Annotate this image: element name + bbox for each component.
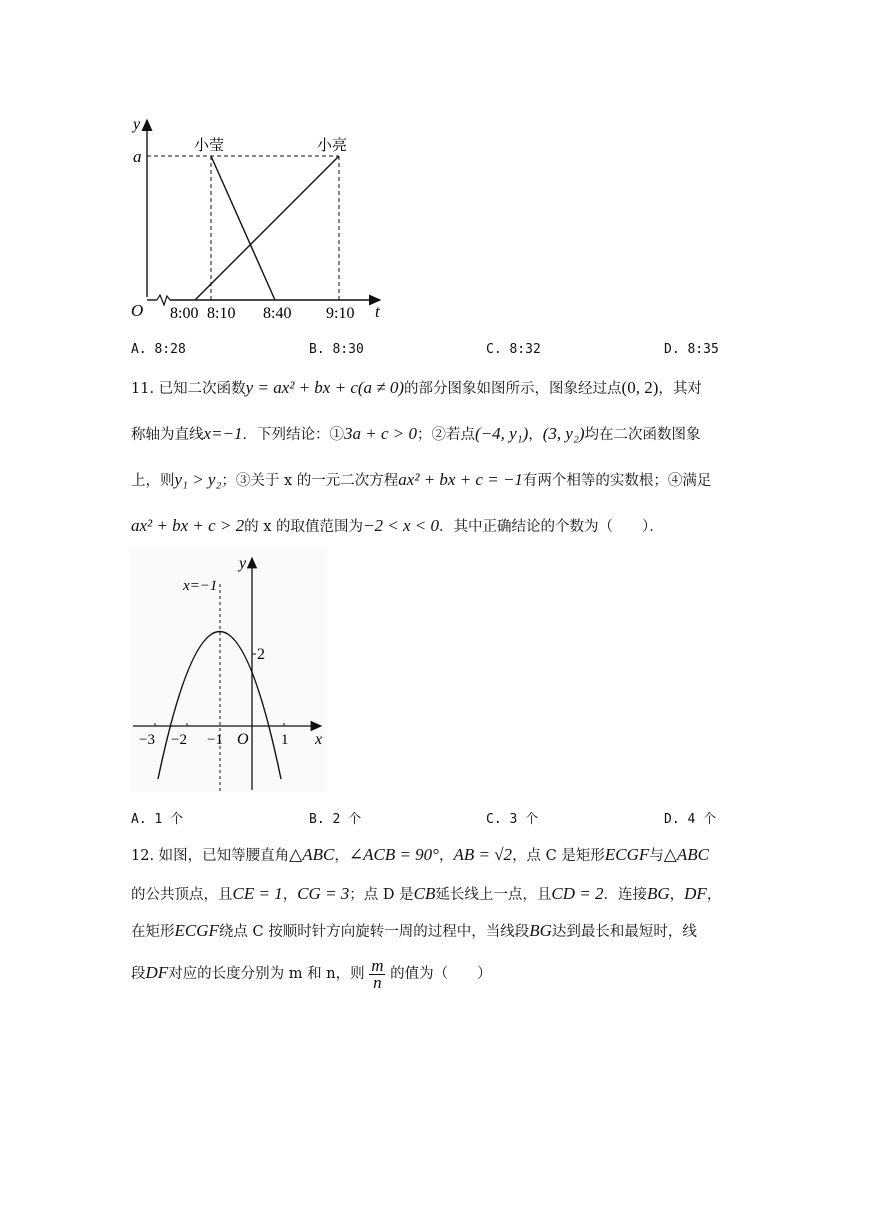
a-label: a bbox=[133, 147, 142, 166]
q10-option-d: D. 8:35 bbox=[664, 342, 719, 357]
q11-option-a: A. 1 个 bbox=[131, 812, 184, 827]
q11-line-3: 上，则y₁ > y₂；③关于 x 的一元二次方程ax² + bx + c = −1有两个相等的实数根；④满足 bbox=[131, 470, 712, 489]
y-intercept-label: 2 bbox=[257, 646, 265, 663]
q12-line-3: 在矩形ECGF绕点 C 按顺时针方向旋转一周的过程中，当线段BG达到最长和最短时，线 bbox=[131, 921, 697, 940]
tick-minus-1: −1 bbox=[207, 732, 223, 748]
q10-option-c: C. 8:32 bbox=[486, 342, 541, 357]
q11-number: 11. bbox=[131, 381, 155, 397]
t-axis-label: t bbox=[375, 302, 380, 321]
q11-line-1: 11. 已知二次函数y = ax² + bx + c(a ≠ 0)的部分图象如图所示，图象经过点(0, 2)，其对 bbox=[131, 378, 702, 397]
tick-8-10: 8:10 bbox=[207, 305, 236, 322]
y-axis-label: y bbox=[239, 555, 247, 572]
origin-label: O bbox=[237, 731, 249, 748]
xiaoying-line bbox=[211, 156, 275, 300]
xiaoliang-label: 小亮 bbox=[317, 138, 348, 154]
symmetry-axis-label: x=−1 bbox=[183, 578, 218, 594]
tick-minus-3: −3 bbox=[139, 732, 155, 748]
q10-option-a: A. 8:28 bbox=[131, 342, 186, 357]
y-axis-label: y bbox=[133, 116, 141, 133]
q11-function: y = ax² + bx + c(a ≠ 0) bbox=[245, 378, 405, 397]
tick-9-10: 9:10 bbox=[326, 305, 355, 322]
tick-minus-2: −2 bbox=[171, 732, 187, 748]
axis-break bbox=[157, 295, 170, 305]
q11-option-b: B. 2 个 bbox=[309, 812, 362, 827]
travel-graph-figure bbox=[125, 112, 390, 324]
tick-8-40: 8:40 bbox=[263, 305, 292, 322]
q11-option-c: C. 3 个 bbox=[486, 812, 539, 827]
q12-number: 12. bbox=[131, 848, 155, 864]
xiaoliang-line bbox=[195, 156, 339, 300]
q11-option-d: D. 4 个 bbox=[664, 812, 717, 827]
x-axis-label: x bbox=[315, 731, 323, 748]
q12-line-2: 的公共顶点，且CE = 1，CG = 3；点 D 是CB延长线上一点，且CD = 2．连接BG，DF， bbox=[131, 884, 722, 903]
q12-line-4: 段DF对应的长度分别为 m 和 n，则 $\frac{m}{n}$ 的值为（ ） bbox=[131, 955, 492, 992]
tick-1: 1 bbox=[281, 732, 289, 748]
q11-line-2: 称轴为直线x=−1．下列结论：①3a + c > 0；②若点(−4, y₁)，(3, y₂)均在二次函数图象 bbox=[131, 424, 701, 443]
origin-label: O bbox=[131, 301, 144, 320]
q10-option-b: B. 8:30 bbox=[309, 342, 364, 357]
parabola-figure bbox=[131, 548, 327, 792]
q11-line-4: ax² + bx + c > 2的 x 的取值范围为−2 < x < 0．其中正确结论的个数为（ ）． bbox=[131, 516, 664, 535]
q12-line-1: 12. 如图，已知等腰直角△ABC，∠ACB = 90°，AB = √2，点 C 是矩形ECGF与△ABC bbox=[131, 845, 709, 864]
m-over-n-fraction: $\frac{m}{n}$ bbox=[371, 955, 384, 992]
tick-8-00: 8:00 bbox=[170, 305, 199, 322]
xiaoying-label: 小莹 bbox=[194, 138, 225, 154]
